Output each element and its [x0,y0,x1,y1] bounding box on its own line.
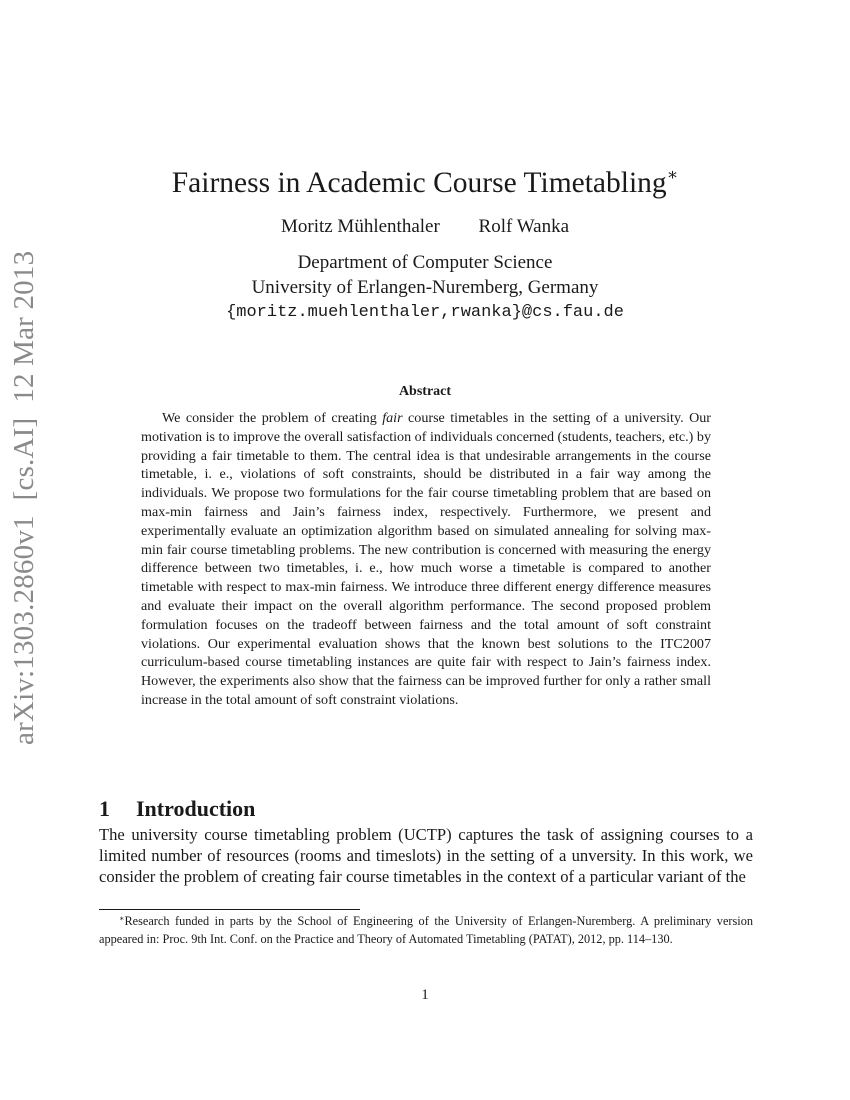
section-heading-introduction [99,795,255,823]
title-footnote-mark: ∗ [666,165,679,184]
abstract-text: We consider the problem of creating [162,410,383,426]
author-emails: {moritz.muehlenthaler,rwanka}@cs.fau.de [226,303,624,322]
page-number: 1 [421,987,429,1003]
author-name: Moritz Mühlenthaler [280,216,440,237]
introduction-body [99,824,753,887]
abstract-text: course timetables in the setting of a university. Our motivation is to improve the overall satisfaction of individuals concerned (students, teachers, etc.) by providing a fair timetable to them. The central idea is that undesirable arrangements in the course timetable, i. e., violations of soft constraints, should be distributed in a fair way among the individuals. We propose two formulations for the fair course timetabling problem that are based on max-min fairness and Jain’s fairness index, respectively. Furthermore, we present and experimentally evaluate an optimization algorithm based on simulated annealing for solving max-min fair course timetabling problems. The new contribution is concerned with measuring the energy difference between two timetables, i. e., how much worse a timetable is compared to another timetable with respect to max-min fairness. We introduce three different energy difference measures and evaluate their impact on the overall algorithm performance. The second proposed problem formulation focuses on the tradeoff between fairness and the total amount of soft constraint violations. Our experimental evaluation shows that the known best solutions to the ITC2007 curriculum-based course timetabling instances are quite fair with respect to Jain’s fairness index. However, the experiments also show that the fairness can be improved further for only a rather small increase in the total amount of soft constraint violations. [141,410,711,708]
footnote [99,910,753,948]
author-list [0,215,850,239]
department: Department of Computer Science [297,252,553,273]
footnote-text: Research funded in parts by the School of Engineering of the University of Erlangen-Nuremberg. A preliminary version appeared in: Proc. 9th Int. Conf. on the Practice and Theory of Automated Timetabling (PATAT), 2012, pp. 114–130. [99,914,753,946]
affiliation-block [0,250,850,325]
abstract-heading: Abstract [398,384,452,399]
arxiv-identifier-stamp: arXiv:1303.2860v1 [cs.AI] 12 Mar 2013 [8,250,40,745]
footnote-mark: ∗ [119,914,125,923]
section-title: Introduction [136,796,256,821]
abstract-body [141,409,711,710]
emphasis-fair: fair [382,410,403,426]
author-name: Rolf Wanka [478,216,570,237]
section-number: 1 [99,796,110,821]
paper-title-text: Fairness in Academic Course Timetabling [171,167,667,199]
university: University of Erlangen-Nuremberg, Germany [251,277,599,298]
footnote-paragraph [99,910,753,948]
paper-title [0,158,850,200]
abstract-paragraph [141,409,711,710]
introduction-paragraph: The university course timetabling problem (UCTP) captures the task of assigning courses to a limited number of resources (rooms and timeslots) in the setting of a unversity. In this work, we consider the problem of creating fair course timetables in the context of a particular variant of the [99,825,753,886]
